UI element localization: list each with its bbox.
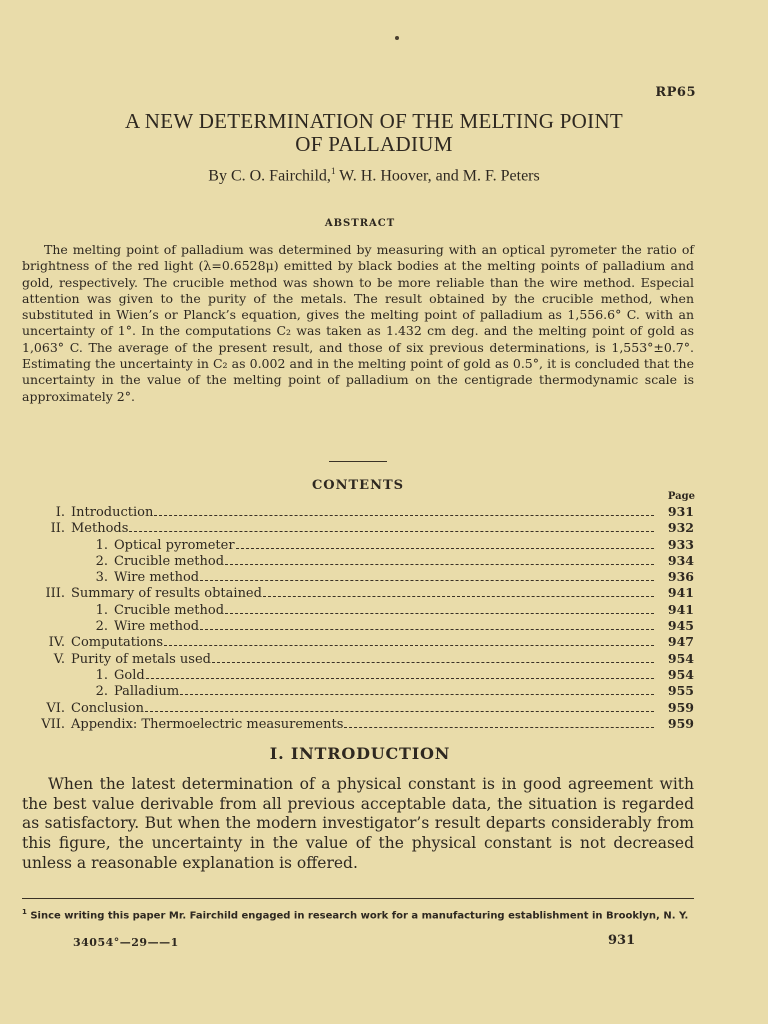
print-speck <box>395 36 399 40</box>
footnote-text: Since writing this paper Mr. Fairchild engaged in research work for a manufacturing establishment in Brooklyn, N. Y. <box>26 910 689 922</box>
toc-page: 934 <box>667 552 694 568</box>
toc-leader-dots <box>154 515 654 516</box>
toc-number: 2. <box>95 619 108 635</box>
footnote-mark: 1 <box>22 908 27 916</box>
toc-row <box>22 634 694 650</box>
toc-number: 3. <box>95 570 108 586</box>
toc-row <box>22 667 694 683</box>
toc-number: 2. <box>95 553 108 569</box>
author-footnote-mark: 1 <box>330 166 336 176</box>
toc-page: 947 <box>667 634 694 650</box>
toc-title: Crucible method <box>114 602 225 618</box>
toc-number: 1. <box>95 667 108 683</box>
section-divider <box>329 461 387 462</box>
toc-number: I. <box>55 505 65 520</box>
toc-title: Computations <box>71 635 164 651</box>
toc-title: Palladium <box>114 684 180 700</box>
toc-number: VII. <box>41 716 65 732</box>
toc-number: 1. <box>95 602 108 618</box>
toc-leader-dots <box>145 711 654 712</box>
toc-number: II. <box>50 521 65 537</box>
toc-title: Wire method <box>114 570 200 586</box>
paper-title <box>30 110 718 156</box>
toc-page: 933 <box>667 536 694 552</box>
toc-number: IV. <box>48 635 65 651</box>
toc-row <box>22 504 694 520</box>
print-code: 34054°—29——1 <box>73 936 179 949</box>
abstract-body <box>22 242 694 405</box>
introduction-heading: I. INTRODUCTION <box>269 744 451 763</box>
toc-page: 936 <box>667 569 694 585</box>
toc-number: VI. <box>46 700 65 716</box>
toc-page: 932 <box>667 520 694 536</box>
toc-row <box>22 618 694 634</box>
toc-page: 945 <box>667 618 694 634</box>
toc-page: 931 <box>667 504 694 519</box>
toc-row <box>22 553 694 569</box>
toc-row <box>22 683 694 699</box>
introduction-text: When the latest determination of a physical constant is in good agreement with the best value derivable from all previous acceptable data, the situation is regarded as satisfactory. But when the modern investigator’s result departs considerably from this figure, the uncertainty in the value of the physical constant is not decreased unless a reasonable explanation is offered. <box>22 775 694 872</box>
toc-page: 959 <box>667 699 694 715</box>
toc-row <box>22 651 694 667</box>
contents-heading: CONTENTS <box>311 478 405 493</box>
toc-row <box>22 569 694 585</box>
toc-title: Gold <box>114 667 145 683</box>
toc-leader-dots <box>225 564 654 565</box>
toc-page: 955 <box>667 683 694 699</box>
toc-page: 954 <box>667 666 694 682</box>
toc-number: III. <box>45 586 65 602</box>
toc-leader-dots <box>263 596 654 597</box>
page-number: 931 <box>608 933 636 948</box>
toc-number: 1. <box>95 537 108 553</box>
toc-title: Methods <box>71 521 129 537</box>
toc-row <box>22 716 694 732</box>
footnote <box>22 905 702 923</box>
title-line-2: OF PALLADIUM <box>295 132 453 156</box>
toc-title: Wire method <box>114 619 200 635</box>
toc-title: Introduction <box>71 505 154 520</box>
toc-title: Appendix: Thermoelectric measurements <box>71 716 344 732</box>
introduction-body <box>22 775 694 874</box>
authors-rest: W. H. Hoover, and M. F. Peters <box>335 167 540 185</box>
toc-leader-dots <box>146 678 654 679</box>
toc-number: V. <box>53 651 65 667</box>
toc-leader-dots <box>344 727 654 728</box>
toc-title: Conclusion <box>71 700 144 716</box>
title-line-1: A NEW DETERMINATION OF THE MELTING POINT <box>124 109 624 133</box>
toc-leader-dots <box>200 629 654 630</box>
toc-row <box>22 602 694 618</box>
toc-leader-dots <box>180 694 654 695</box>
authors-line <box>30 166 718 185</box>
toc-page: 954 <box>667 650 694 666</box>
toc-row <box>22 700 694 716</box>
toc-row <box>22 585 694 601</box>
report-number: RP65 <box>655 85 696 100</box>
toc-leader-dots <box>212 662 654 663</box>
toc-number: 2. <box>95 684 108 700</box>
toc-page: 959 <box>667 715 694 731</box>
abstract-heading: ABSTRACT <box>324 218 396 229</box>
toc-title: Summary of results obtained <box>71 586 262 602</box>
toc-row <box>22 520 694 536</box>
contents-page-label: Page <box>667 491 695 502</box>
toc-leader-dots <box>164 645 654 646</box>
toc-leader-dots <box>200 580 654 581</box>
toc-leader-dots <box>129 531 654 532</box>
toc-row <box>22 537 694 553</box>
toc-leader-dots <box>225 613 654 614</box>
toc-page: 941 <box>667 585 694 601</box>
authors-prefix: By C. O. Fairchild, <box>208 167 331 185</box>
toc-page: 941 <box>667 601 694 617</box>
table-of-contents <box>22 504 694 732</box>
footnote-rule <box>22 898 694 899</box>
toc-title: Optical pyrometer <box>114 537 235 553</box>
toc-title: Crucible method <box>114 553 225 569</box>
toc-title: Purity of metals used <box>71 651 211 667</box>
abstract-text: The melting point of palladium was determined by measuring with an optical pyrometer the ratio of brightness of the red light (λ=0.6528μ) emitted by black bodies at the melting points of palladium and gold, respectively. The crucible method was shown to be more reliable than the wire method. Especial attention was given to the purity of the metals. The result obtained by the crucible method, when substituted in Wien’s or Planck’s equation, gives the melting point of palladium as 1,556.6° C. with an uncertainty of 1°. In the computations C₂ was taken as 1.432 cm deg. and the melting point of gold as 1,063° C. The average of the present result, and those of six previous determinations, is 1,553°±0.7°. Estimating the uncertainty in C₂ as 0.002 and in the melting point of gold as 0.5°, it is concluded that the uncertainty in the value of the melting point of palladium on the centigrade thermodynamic scale is approximately 2°. <box>22 242 694 404</box>
toc-leader-dots <box>236 548 654 549</box>
